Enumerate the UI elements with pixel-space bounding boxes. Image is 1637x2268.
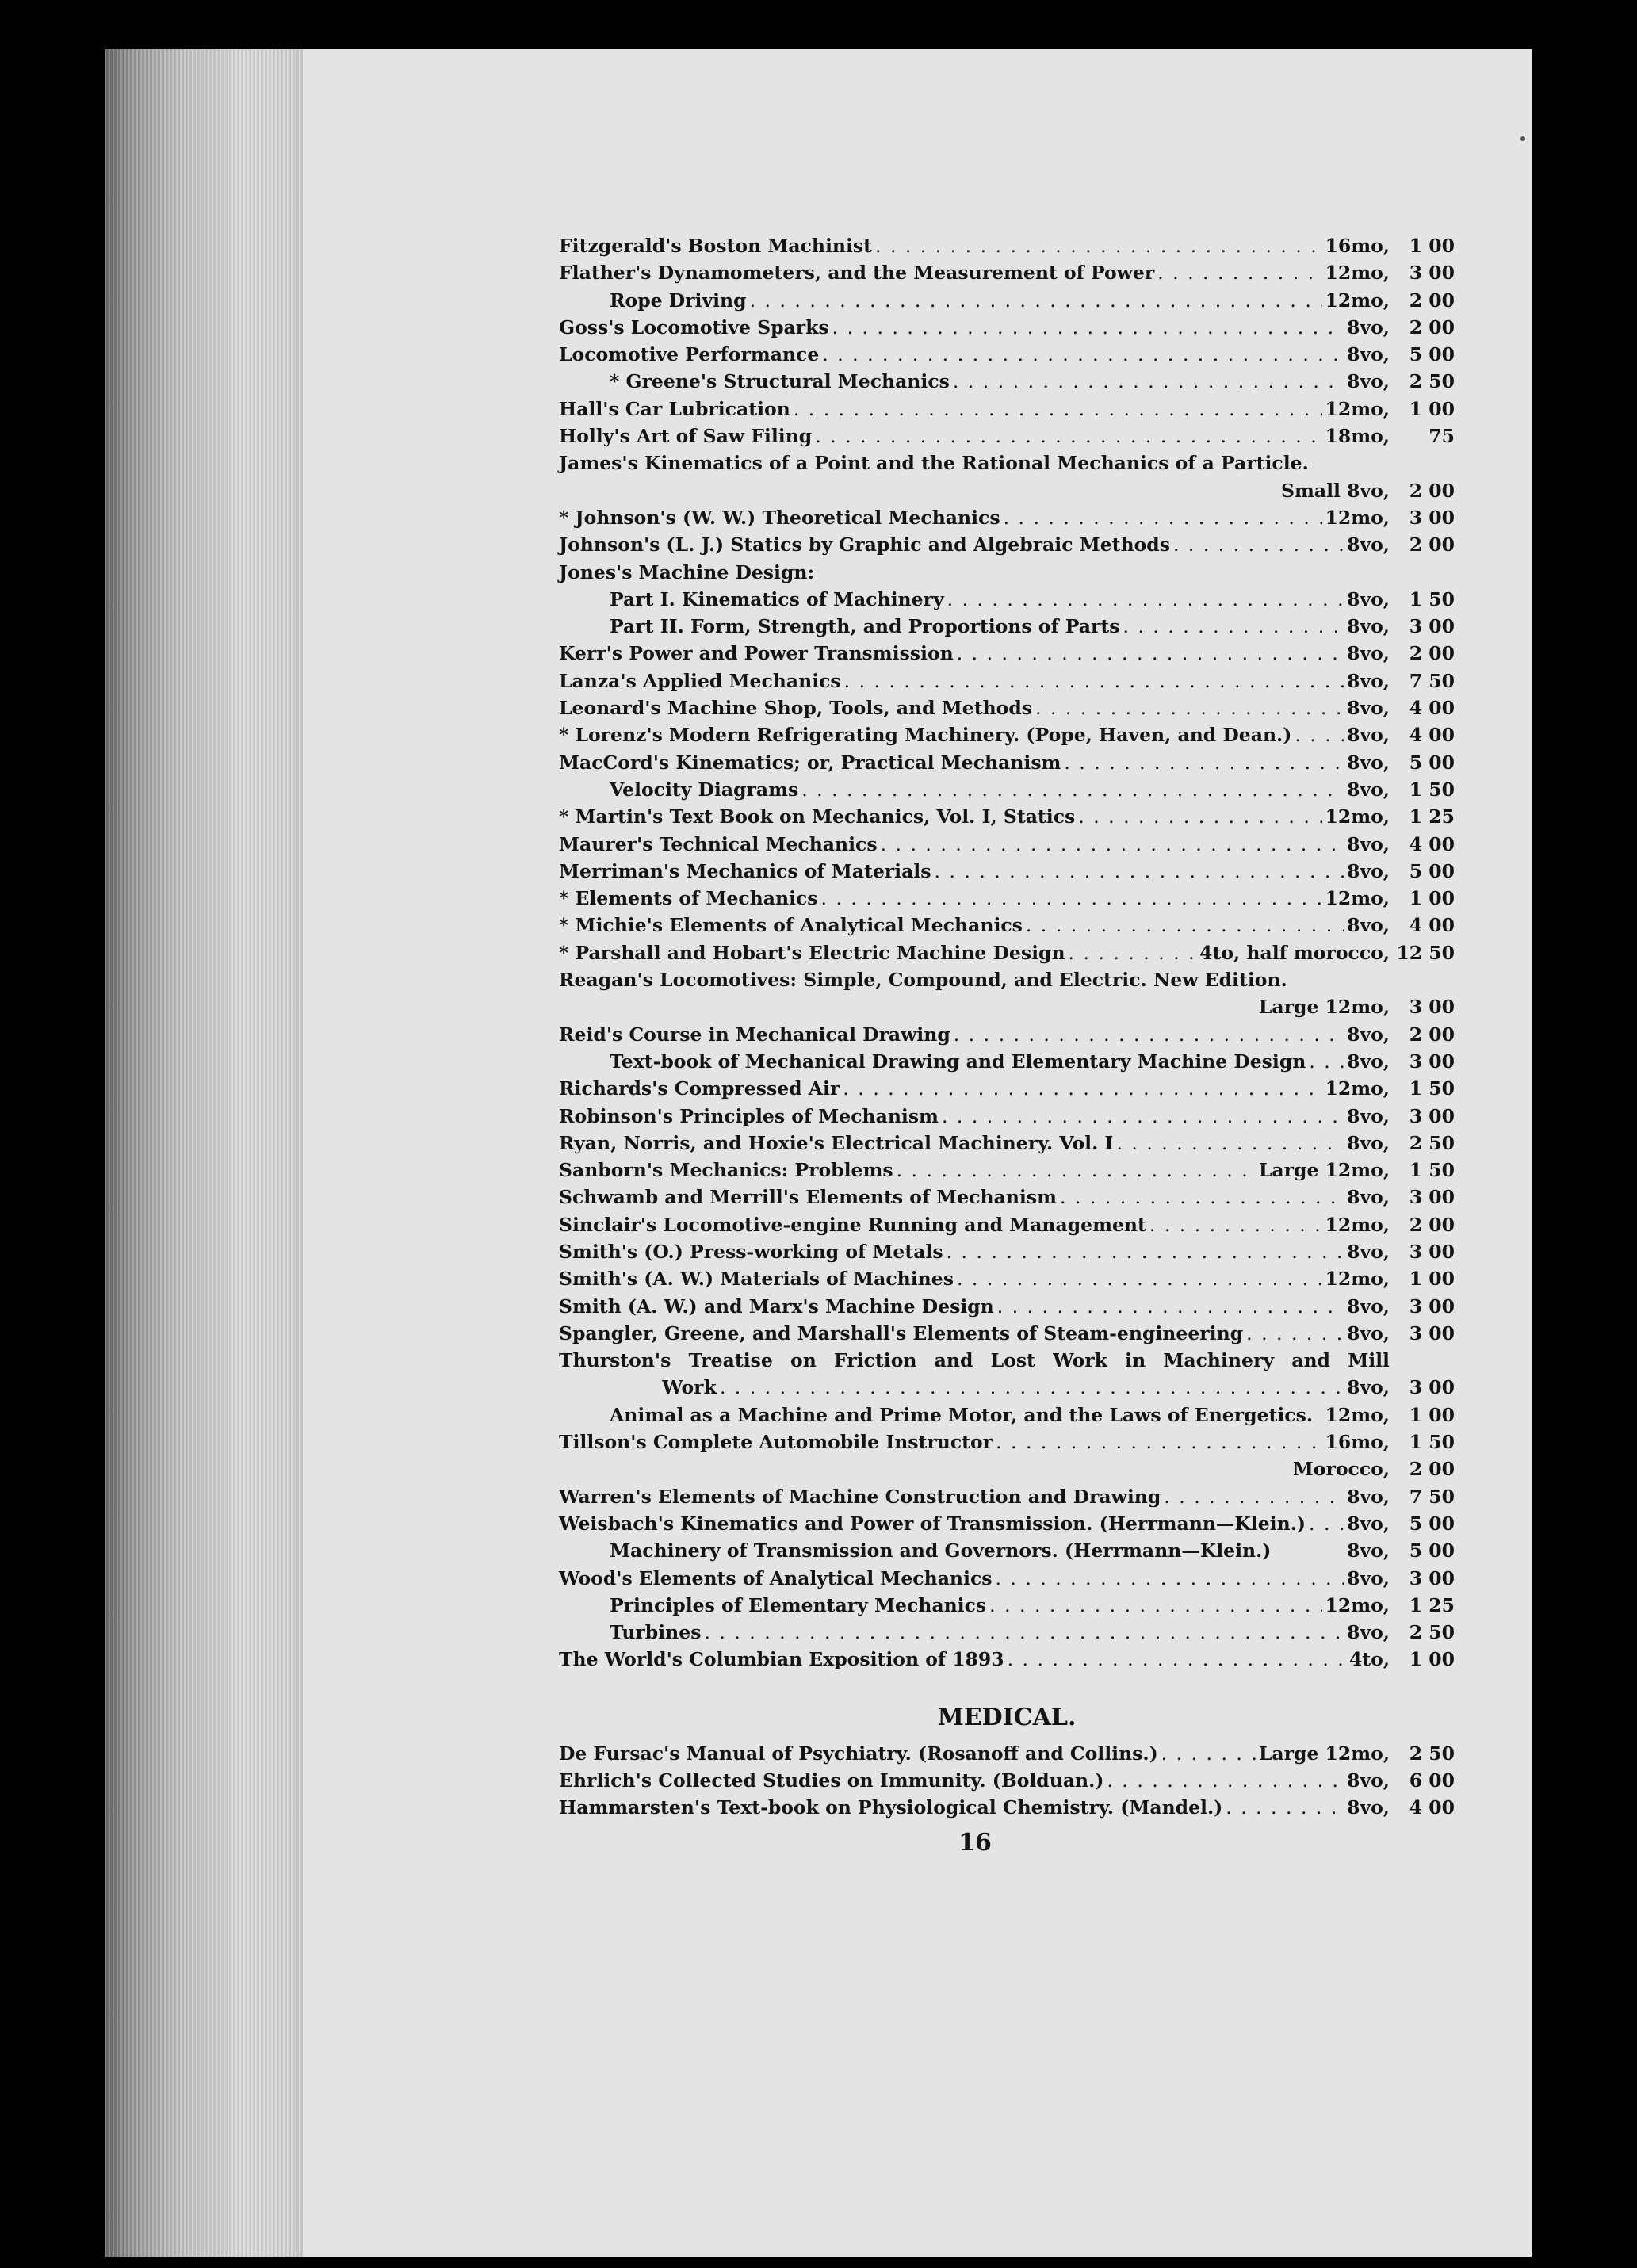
catalog-entry <box>559 1539 1455 1566</box>
leader-dots <box>1078 805 1321 828</box>
catalog-entry <box>559 262 1455 289</box>
entry-format: Large 12mo, <box>1258 1159 1390 1182</box>
mechanics-list <box>559 235 1455 1676</box>
entry-title: Robinson's Principles of Mechanism <box>559 1104 939 1127</box>
leader-dots <box>1004 507 1322 529</box>
entry-format: 12mo, <box>1325 397 1390 420</box>
entry-price: 12 50 <box>1396 941 1455 964</box>
entry-price: 3 00 <box>1409 506 1455 529</box>
entry-price: 1 00 <box>1409 887 1455 910</box>
entry-title: Sinclair's Locomotive-engine Running and Management <box>559 1213 1146 1236</box>
leader-dots <box>989 1594 1321 1616</box>
entry-format: 8vo, <box>1347 370 1390 393</box>
entry-format: 8vo, <box>1347 1376 1390 1399</box>
entry-title: Schwamb and Merrill's Elements of Mechanism <box>559 1186 1057 1209</box>
leader-dots <box>1123 615 1344 637</box>
leader-dots <box>897 1159 1256 1181</box>
leader-dots <box>1295 724 1344 746</box>
entry-title: Lanza's Applied Mechanics <box>559 669 841 692</box>
entry-title: James's Kinematics of a Point and the Rational Mechanics of a Particle. <box>559 452 1309 475</box>
catalog-entry <box>559 1594 1455 1621</box>
entry-format: 8vo, <box>1347 1512 1390 1535</box>
entry-format: 8vo, <box>1347 534 1390 556</box>
catalog-entry <box>559 588 1455 615</box>
entry-price: 3 00 <box>1409 1295 1455 1318</box>
catalog-entry <box>559 752 1455 778</box>
entry-title: Kerr's Power and Power Transmission <box>559 642 954 665</box>
entry-title: MacCord's Kinematics; or, Practical Mechanism <box>559 751 1061 774</box>
entry-price: 1 25 <box>1409 1593 1455 1616</box>
entry-price: 1 25 <box>1409 805 1455 828</box>
entry-format: Small 8vo, <box>1281 479 1390 502</box>
catalog-entry <box>559 507 1455 534</box>
catalog-entry <box>559 316 1455 343</box>
entry-price: 3 00 <box>1409 1050 1455 1073</box>
entry-title: Maurer's Technical Mechanics <box>559 832 878 855</box>
leader-dots <box>704 1621 1344 1643</box>
leader-dots <box>934 860 1344 882</box>
catalog-entry <box>559 642 1455 669</box>
entry-format: 8vo, <box>1347 1186 1390 1209</box>
leader-dots <box>957 1268 1322 1290</box>
entry-price: 1 00 <box>1409 235 1455 257</box>
entry-format: Morocco, <box>1292 1458 1390 1481</box>
page-number: 16 <box>958 1828 992 1857</box>
catalog-entry <box>559 1769 1455 1796</box>
entry-format: 12mo, <box>1325 887 1390 910</box>
entry-title: Smith (A. W.) and Marx's Machine Design <box>559 1295 994 1318</box>
leader-dots <box>1149 1214 1322 1236</box>
entry-price: 2 00 <box>1409 1023 1455 1046</box>
entry-price: 4 00 <box>1409 724 1455 747</box>
entry-price: 6 00 <box>1409 1769 1455 1792</box>
entry-title: Ehrlich's Collected Studies on Immunity. (Bolduan.) <box>559 1769 1104 1792</box>
entry-price: 2 50 <box>1409 1742 1455 1765</box>
leader-dots <box>1161 1742 1256 1765</box>
leader-dots <box>843 1077 1321 1100</box>
entry-price: 1 00 <box>1409 397 1455 420</box>
entry-price: 3 00 <box>1409 615 1455 638</box>
catalog-entry <box>559 534 1455 560</box>
catalog-entry <box>559 1349 1455 1376</box>
leader-dots <box>794 398 1322 420</box>
entry-title: Work <box>662 1376 717 1399</box>
catalog-entry <box>559 343 1455 370</box>
catalog-entry <box>559 235 1455 262</box>
leader-dots <box>1116 1132 1344 1154</box>
leader-dots <box>1246 1322 1344 1344</box>
catalog-entry <box>559 1214 1455 1241</box>
catalog-entry <box>559 778 1455 805</box>
catalog-entry <box>559 1648 1455 1675</box>
entry-title: * Greene's Structural Mechanics <box>610 370 950 393</box>
entry-title: Part I. Kinematics of Machinery <box>610 587 944 610</box>
entry-format: 8vo, <box>1347 751 1390 774</box>
entry-price: 3 00 <box>1409 1104 1455 1127</box>
leader-dots <box>720 1376 1344 1398</box>
entry-price: 4 00 <box>1409 914 1455 937</box>
catalog-entry <box>559 914 1455 941</box>
leader-dots <box>881 833 1344 855</box>
entry-format: 8vo, <box>1347 1295 1390 1318</box>
entry-title: * Elements of Mechanics <box>559 887 818 910</box>
catalog-entry <box>559 942 1455 969</box>
leader-dots <box>1309 1513 1344 1535</box>
catalog-entry <box>559 425 1455 452</box>
entry-format: 12mo, <box>1325 1268 1390 1291</box>
catalog-entry <box>559 1050 1455 1077</box>
entry-title: Hall's Car Lubrication <box>559 397 790 420</box>
entry-format: 8vo, <box>1347 1131 1390 1154</box>
entry-price: 1 00 <box>1409 1648 1455 1671</box>
entry-format: 8vo, <box>1347 778 1390 801</box>
entry-title: Richards's Compressed Air <box>559 1077 840 1100</box>
leader-dots <box>947 588 1344 610</box>
entry-title: Johnson's (L. J.) Statics by Graphic and Algebraic Methods <box>559 534 1170 556</box>
entry-format: 8vo, <box>1347 587 1390 610</box>
entry-title: * Michie's Elements of Analytical Mechanics <box>559 914 1023 937</box>
entry-price: 2 00 <box>1409 642 1455 665</box>
catalog-entry <box>559 1742 1455 1769</box>
catalog-entry <box>559 860 1455 887</box>
entry-title: Weisbach's Kinematics and Power of Transmission. (Herrmann—Klein.) <box>559 1512 1306 1535</box>
catalog-entry <box>559 1295 1455 1322</box>
catalog-entry <box>559 1132 1455 1159</box>
leader-dots <box>1173 534 1344 556</box>
entry-title: Ryan, Norris, and Hoxie's Electrical Machinery. Vol. I <box>559 1131 1114 1154</box>
leader-dots <box>815 425 1321 447</box>
leader-dots <box>1107 1769 1344 1792</box>
entry-price: 5 00 <box>1409 1539 1455 1562</box>
entry-price: 2 00 <box>1409 479 1455 502</box>
catalog-entry <box>559 1567 1455 1594</box>
catalog-listing <box>559 235 1455 1857</box>
leader-dots <box>995 1567 1344 1589</box>
leader-dots <box>832 316 1344 338</box>
entry-format: 8vo, <box>1347 1240 1390 1263</box>
entry-format: 8vo, <box>1347 316 1390 338</box>
entry-format: 8vo, <box>1347 669 1390 692</box>
leader-dots <box>1164 1486 1344 1508</box>
entry-price: 4 00 <box>1409 1796 1455 1819</box>
entry-price: 1 50 <box>1409 1077 1455 1100</box>
entry-format: 8vo, <box>1347 1769 1390 1792</box>
catalog-entry <box>559 1486 1455 1513</box>
entry-price: 2 50 <box>1409 1621 1455 1644</box>
catalog-entry <box>559 887 1455 914</box>
entry-title: Goss's Locomotive Sparks <box>559 316 829 338</box>
entry-title: Merriman's Mechanics of Materials <box>559 859 931 882</box>
entry-price: 2 50 <box>1409 1131 1455 1154</box>
entry-price: 3 00 <box>1409 1186 1455 1209</box>
page-speck <box>1520 136 1525 141</box>
catalog-entry <box>559 805 1455 832</box>
entry-format: 12mo, <box>1325 1213 1390 1236</box>
catalog-entry <box>559 833 1455 860</box>
entry-format: Large 12mo, <box>1258 1742 1390 1765</box>
entry-price: 1 50 <box>1409 587 1455 610</box>
leader-dots <box>875 235 1322 257</box>
catalog-entry <box>559 615 1455 642</box>
entry-format: 12mo, <box>1325 1077 1390 1100</box>
catalog-entry <box>559 1268 1455 1295</box>
entry-price: 3 00 <box>1409 996 1455 1019</box>
entry-format: 4to, <box>1348 1648 1390 1671</box>
leader-dots <box>1008 1648 1346 1670</box>
entry-price: 1 50 <box>1409 778 1455 801</box>
entry-title: Jones's Machine Design: <box>559 560 815 583</box>
entry-title: * Lorenz's Modern Refrigerating Machinery. (Pope, Haven, and Dean.) <box>559 724 1292 747</box>
leader-dots <box>844 670 1344 692</box>
entry-title: * Johnson's (W. W.) Theoretical Mechanics <box>559 506 1000 529</box>
catalog-entry <box>559 289 1455 316</box>
entry-format: 8vo, <box>1347 1796 1390 1819</box>
entry-title: Tillson's Complete Automobile Instructor <box>559 1431 993 1454</box>
leader-dots <box>801 778 1344 801</box>
entry-title: Leonard's Machine Shop, Tools, and Methods <box>559 697 1033 720</box>
entry-format: 8vo, <box>1347 615 1390 638</box>
entry-format: 12mo, <box>1325 1593 1390 1616</box>
catalog-entry <box>559 670 1455 697</box>
entry-format: 8vo, <box>1347 914 1390 937</box>
entry-format: 16mo, <box>1325 1431 1390 1454</box>
catalog-entry <box>559 1458 1455 1485</box>
entry-format: 12mo, <box>1325 1403 1390 1426</box>
entry-format: 4to, half morocco, <box>1199 941 1390 964</box>
entry-price: 1 00 <box>1409 1268 1455 1291</box>
entry-format: 12mo, <box>1325 289 1390 312</box>
entry-price: 3 00 <box>1409 1376 1455 1399</box>
entry-price: 75 <box>1429 425 1455 448</box>
leader-dots <box>1064 752 1344 774</box>
entry-price: 5 00 <box>1409 1512 1455 1535</box>
entry-price: 3 00 <box>1409 1566 1455 1589</box>
leader-dots <box>1226 1796 1344 1819</box>
entry-title: Machinery of Transmission and Governors. (Herrmann—Klein.) <box>610 1539 1272 1562</box>
catalog-entry <box>559 1513 1455 1539</box>
entry-format: 8vo, <box>1347 1050 1390 1073</box>
entry-format: 8vo, <box>1347 1539 1390 1562</box>
entry-price: 5 00 <box>1409 343 1455 366</box>
leader-dots <box>821 887 1322 909</box>
entry-title: The World's Columbian Exposition of 1893 <box>559 1648 1004 1671</box>
entry-title: * Martin's Text Book on Mechanics, Vol. I, Statics <box>559 805 1076 828</box>
catalog-entry <box>559 1376 1455 1403</box>
catalog-entry <box>559 452 1455 479</box>
entry-title: Animal as a Machine and Prime Motor, and the Laws of Energetics. <box>610 1403 1313 1426</box>
leader-dots <box>953 370 1344 392</box>
leader-dots <box>1309 1050 1344 1073</box>
entry-price: 1 00 <box>1409 1403 1455 1426</box>
catalog-entry <box>559 1322 1455 1349</box>
entry-format: 8vo, <box>1347 859 1390 882</box>
catalog-entry <box>559 1431 1455 1458</box>
section-heading: MEDICAL. <box>937 1703 1077 1731</box>
entry-format: 8vo, <box>1347 1566 1390 1589</box>
catalog-entry <box>559 1023 1455 1050</box>
entry-format: 8vo, <box>1347 1023 1390 1046</box>
entry-title: De Fursac's Manual of Psychiatry. (Rosanoff and Collins.) <box>559 1742 1158 1765</box>
entry-title: Smith's (O.) Press-working of Metals <box>559 1240 943 1263</box>
entry-title: Wood's Elements of Analytical Mechanics <box>559 1566 993 1589</box>
entry-format: 16mo, <box>1325 235 1390 257</box>
entry-price: 2 50 <box>1409 370 1455 393</box>
leader-dots <box>947 1241 1344 1263</box>
catalog-entry <box>559 1796 1455 1823</box>
catalog-entry <box>559 480 1455 507</box>
entry-title: Reid's Course in Mechanical Drawing <box>559 1023 950 1046</box>
leader-dots <box>1069 942 1197 964</box>
leader-dots <box>957 642 1344 664</box>
entry-price: 2 00 <box>1409 534 1455 556</box>
leader-dots <box>997 1295 1344 1318</box>
catalog-entry <box>559 398 1455 425</box>
entry-price: 5 00 <box>1409 859 1455 882</box>
catalog-entry <box>559 697 1455 724</box>
entry-format: 8vo, <box>1347 1621 1390 1644</box>
entry-format: 8vo, <box>1347 1104 1390 1127</box>
entry-price: 2 00 <box>1409 1213 1455 1236</box>
entry-price: 2 00 <box>1409 1458 1455 1481</box>
entry-title: Part II. Form, Strength, and Proportions of Parts <box>610 615 1120 638</box>
entry-price: 2 00 <box>1409 289 1455 312</box>
catalog-entry <box>559 1621 1455 1648</box>
catalog-entry <box>559 1077 1455 1104</box>
entry-format: 18mo, <box>1325 425 1390 448</box>
medical-list <box>559 1742 1455 1824</box>
entry-title: Thurston's Treatise on Friction and Lost Work in Machinery and Mill <box>559 1349 1390 1372</box>
entry-title: * Parshall and Hobart's Electric Machine Design <box>559 941 1065 964</box>
entry-title: Hammarsten's Text-book on Physiological Chemistry. (Mandel.) <box>559 1796 1223 1819</box>
leader-dots <box>1157 262 1321 284</box>
entry-format: 8vo, <box>1347 697 1390 720</box>
entry-title: Principles of Elementary Mechanics <box>610 1593 987 1616</box>
entry-title: Sanborn's Mechanics: Problems <box>559 1159 893 1182</box>
entry-price: 5 00 <box>1409 751 1455 774</box>
entry-format: Large 12mo, <box>1258 996 1390 1019</box>
catalog-entry <box>559 1241 1455 1268</box>
entry-title: Turbines <box>610 1621 702 1644</box>
entry-title: Reagan's Locomotives: Simple, Compound, and Electric. New Edition. <box>559 969 1287 992</box>
entry-title: Flather's Dynamometers, and the Measurement of Power <box>559 262 1155 285</box>
entry-title: Text-book of Mechanical Drawing and Elementary Machine Design <box>610 1050 1306 1073</box>
entry-format: 8vo, <box>1347 642 1390 665</box>
entry-price: 3 00 <box>1409 1321 1455 1344</box>
entry-title: Spangler, Greene, and Marshall's Elements of Steam-engineering <box>559 1321 1244 1344</box>
entry-format: 8vo, <box>1347 343 1390 366</box>
entry-format: 12mo, <box>1325 262 1390 285</box>
leader-dots <box>1060 1186 1344 1208</box>
catalog-entry <box>559 969 1455 996</box>
leader-dots <box>1026 914 1344 936</box>
entry-price: 3 00 <box>1409 1240 1455 1263</box>
book-spine <box>105 49 303 2257</box>
catalog-entry <box>559 996 1455 1023</box>
entry-format: 8vo, <box>1347 724 1390 747</box>
entry-title: Warren's Elements of Machine Construction and Drawing <box>559 1485 1161 1508</box>
entry-price: 1 50 <box>1409 1431 1455 1454</box>
catalog-entry <box>559 1186 1455 1213</box>
entry-title: Holly's Art of Saw Filing <box>559 425 813 448</box>
leader-dots <box>996 1431 1321 1453</box>
entry-title: Smith's (A. W.) Materials of Machines <box>559 1268 954 1291</box>
entry-title: Rope Driving <box>610 289 747 312</box>
entry-title: Locomotive Performance <box>559 343 820 366</box>
leader-dots <box>822 343 1344 365</box>
entry-format: 8vo, <box>1347 832 1390 855</box>
entry-title: Velocity Diagrams <box>610 778 799 801</box>
entry-price: 7 50 <box>1409 1485 1455 1508</box>
catalog-entry <box>559 724 1455 751</box>
catalog-entry <box>559 1159 1455 1186</box>
catalog-entry <box>559 370 1455 397</box>
entry-format: 8vo, <box>1347 1485 1390 1508</box>
entry-price: 2 00 <box>1409 316 1455 338</box>
leader-dots <box>750 289 1322 312</box>
entry-format: 12mo, <box>1325 506 1390 529</box>
entry-price: 7 50 <box>1409 669 1455 692</box>
catalog-entry <box>559 561 1455 588</box>
leader-dots <box>942 1105 1344 1127</box>
entry-title: Fitzgerald's Boston Machinist <box>559 235 872 257</box>
catalog-entry <box>559 1105 1455 1132</box>
leader-dots <box>1035 697 1344 719</box>
entry-format: 8vo, <box>1347 1321 1390 1344</box>
entry-price: 4 00 <box>1409 832 1455 855</box>
entry-price: 3 00 <box>1409 262 1455 285</box>
entry-format: 12mo, <box>1325 805 1390 828</box>
catalog-entry <box>559 1404 1455 1431</box>
entry-price: 4 00 <box>1409 697 1455 720</box>
leader-dots <box>954 1023 1344 1046</box>
entry-price: 1 50 <box>1409 1159 1455 1182</box>
